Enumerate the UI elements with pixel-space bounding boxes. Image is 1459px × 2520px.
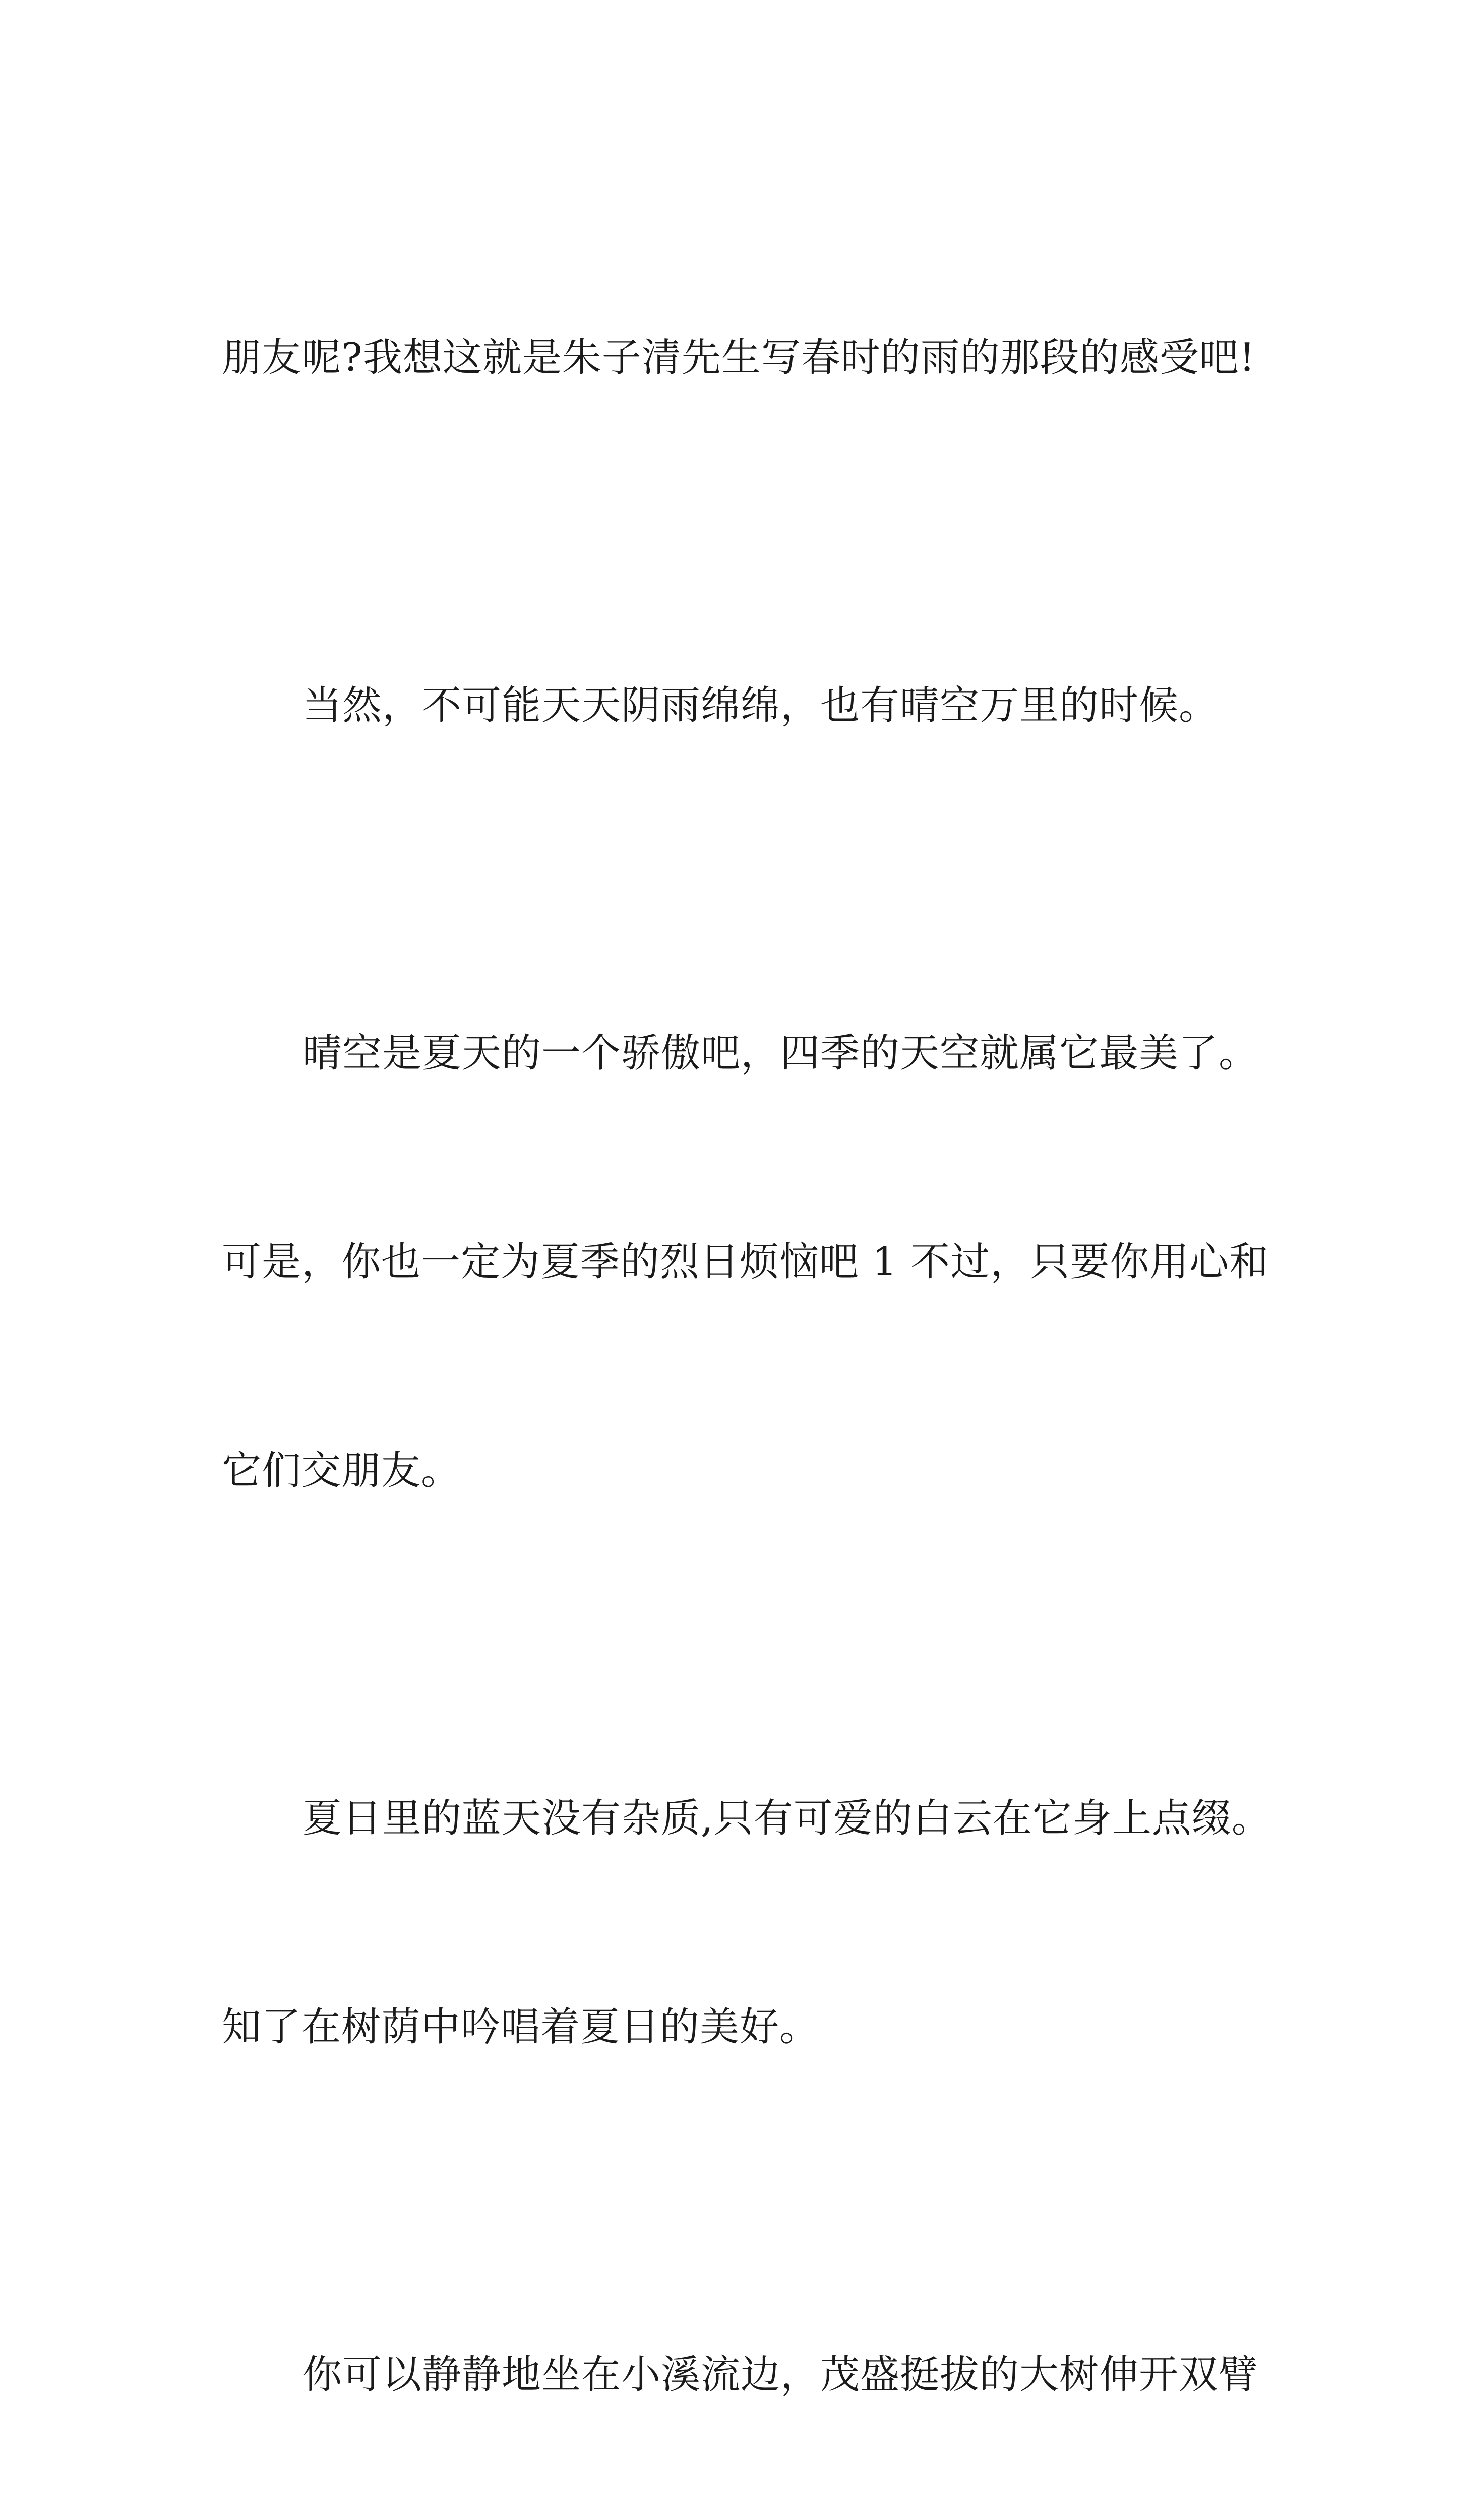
paragraph-5 [222, 2201, 1259, 2520]
text-line: 夏日里的蓝天没有杂质,只有可爱的白云在它身上点缀。 [302, 1796, 1271, 1841]
paragraph-3 [222, 879, 1269, 1645]
document-body [222, 184, 1271, 2520]
text-line: 当然，不可能天天阴雨绵绵，也有晴空万里的时候。 [302, 683, 1219, 728]
text-line: 可是，你也一定为夏季的烈日烦恼吧 1 不过，只要你用心和 [222, 1239, 1269, 1285]
paragraph-2 [222, 532, 1250, 879]
text-line: 朋友呢?我想这就是朱子清先生写春时的雨的那段的感受吧! [222, 335, 1256, 381]
paragraph-1 [222, 184, 1256, 532]
text-line: 它们交朋友。 [222, 1448, 461, 1493]
paragraph-4 [222, 1645, 1271, 2201]
text-line: 知了在树荫中吟唱着夏日的美好。 [222, 2004, 820, 2050]
text-line: 你可以静静地坐在小溪流边，茂盛挺拔的大树伸开双臂 [302, 2352, 1259, 2398]
text-line: 晴空是夏天的一个骄傲吧，四季的天空就属它最美了。 [302, 1031, 1259, 1076]
